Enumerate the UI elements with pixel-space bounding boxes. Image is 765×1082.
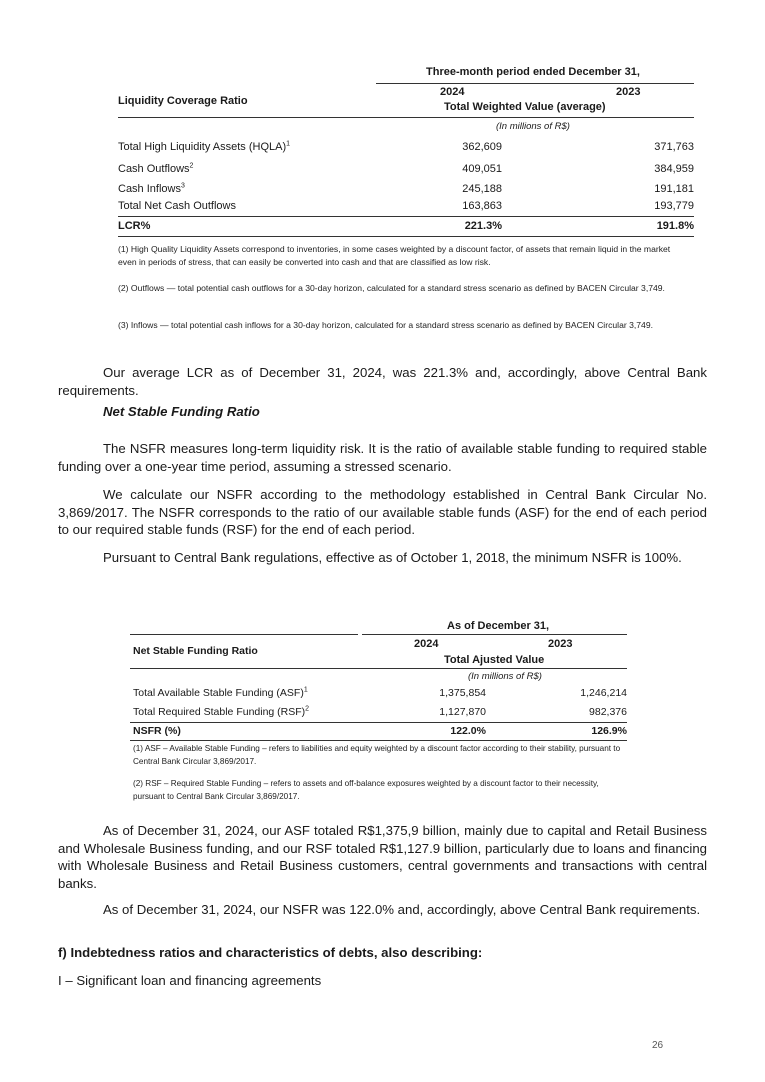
lcr-row-label: Total Net Cash Outflows <box>118 200 236 212</box>
paragraph: The NSFR measures long-term liquidity risk. It is the ratio of available stable funding to required stable funding over a one-year time period, assuming a stressed scenario. <box>58 441 707 474</box>
nsfr-total-2023: 126.9% <box>591 725 627 737</box>
lcr-footnote-2: (2) Outflows — total potential cash outflows for a 30-day horizon, calculated for a standard stress scenario as defined by BACEN Circular 3,749. <box>118 283 665 293</box>
lcr-group-header: Three-month period ended December 31, <box>426 66 640 78</box>
nsfr-total-label: NSFR (%) <box>133 725 181 737</box>
nsfr-footnote-2: (2) RSF – Required Stable Funding – refers to assets and off-balance exposures weighted by a discount factor to their necessity, pursuant to Central Bank Circular 3,869/2017. <box>133 779 599 801</box>
divider <box>130 722 627 723</box>
divider <box>130 740 627 741</box>
divider <box>130 668 627 669</box>
lcr-value-2024: 409,051 <box>462 163 502 175</box>
nsfr-footnote-1: (1) ASF – Available Stable Funding – refers to liabilities and equity weighted by a discount factor according to their stability, pursuant to Central Bank Circular 3,869/2017. <box>133 744 621 766</box>
paragraph: Pursuant to Central Bank regulations, effective as of October 1, 2018, the minimum NSFR is 100%. <box>103 550 682 565</box>
lcr-value-2024: 163,863 <box>462 200 502 212</box>
nsfr-total-2024: 122.0% <box>450 725 486 737</box>
nsfr-row-label: Total Available Stable Funding (ASF)$^1$ <box>133 686 308 699</box>
section-heading: f) Indebtedness ratios and characteristics of debts, also describing: <box>58 945 483 960</box>
nsfr-value-2024: 1,127,870 <box>439 706 486 718</box>
lcr-value-2023: 371,763 <box>654 141 694 153</box>
nsfr-col-2023: 2023 <box>548 638 573 650</box>
divider <box>118 236 694 237</box>
lcr-row-label: Cash Inflows$^3$ <box>118 182 185 195</box>
divider <box>118 216 694 217</box>
nsfr-value-2023: 982,376 <box>589 706 627 718</box>
page-number: 26 <box>652 1040 664 1051</box>
lcr-col-2024: 2024 <box>440 86 465 98</box>
nsfr-row-label: Total Required Stable Funding (RSF)$^2$ <box>133 705 310 718</box>
nsfr-sub-header: Total Ajusted Value <box>444 654 545 666</box>
paragraph: We calculate our NSFR according to the methodology established in Central Bank Circular No. 3,869/2017. The NSFR corresponds to the ratio of our available stable funds (ASF) for the end of each period to our required stable funds (RSF) for the end of each period. <box>58 487 707 538</box>
divider <box>118 117 694 118</box>
lcr-table-title: Liquidity Coverage Ratio <box>118 95 248 107</box>
lcr-value-2023: 193,779 <box>654 200 694 212</box>
lcr-sub-header: Total Weighted Value (average) <box>444 101 606 113</box>
lcr-total-2023: 191.8% <box>656 220 694 232</box>
list-item: I – Significant loan and financing agreements <box>58 973 322 988</box>
nsfr-table-title: Net Stable Funding Ratio <box>133 645 258 657</box>
nsfr-units: (In millions of R$) <box>468 671 542 682</box>
lcr-total-label: LCR% <box>118 220 151 232</box>
lcr-value-2024: 245,188 <box>462 183 502 195</box>
lcr-total-2024: 221.3% <box>464 220 502 232</box>
nsfr-group-header: As of December 31, <box>447 620 550 632</box>
paragraph: As of December 31, 2024, our ASF totaled R$1,375,9 billion, mainly due to capital and Retail Business and Wholesale Business funding, and our RSF totaled R$1,127.9 billion, particularly due to loans and financing with Wholesale Business and Retail Business customers, central governments and transactions with central banks. <box>58 823 707 891</box>
nsfr-col-2024: 2024 <box>414 638 439 650</box>
lcr-footnote-1: (1) High Quality Liquidity Assets correspond to inventories, in some cases weighted by a discount factor, of assets that remain liquid in the market even in periods of stress, that can easily be converted into cash and that are classified as low risk. <box>118 244 671 267</box>
paragraph: Our average LCR as of December 31, 2024, was 221.3% and, accordingly, above Central Bank requirements. <box>58 365 707 398</box>
lcr-value-2024: 362,609 <box>462 141 502 153</box>
lcr-footnote-3: (3) Inflows — total potential cash inflows for a 30-day horizon, calculated for a standard stress scenario as defined by BACEN Circular 3,749. <box>118 320 653 330</box>
divider <box>376 83 694 84</box>
lcr-row-label: Total High Liquidity Assets (HQLA)$^1$ <box>118 140 291 153</box>
lcr-row-label: Cash Outflows$^2$ <box>118 162 194 175</box>
nsfr-value-2024: 1,375,854 <box>439 687 486 699</box>
lcr-value-2023: 191,181 <box>654 183 694 195</box>
paragraph: As of December 31, 2024, our NSFR was 122.0% and, accordingly, above Central Bank requirements. <box>103 902 701 917</box>
section-heading: Net Stable Funding Ratio <box>103 404 260 419</box>
lcr-units: (In millions of R$) <box>496 121 570 132</box>
divider <box>130 634 358 635</box>
divider <box>362 634 627 635</box>
nsfr-value-2023: 1,246,214 <box>580 687 627 699</box>
lcr-col-2023: 2023 <box>616 86 641 98</box>
lcr-value-2023: 384,959 <box>654 163 694 175</box>
